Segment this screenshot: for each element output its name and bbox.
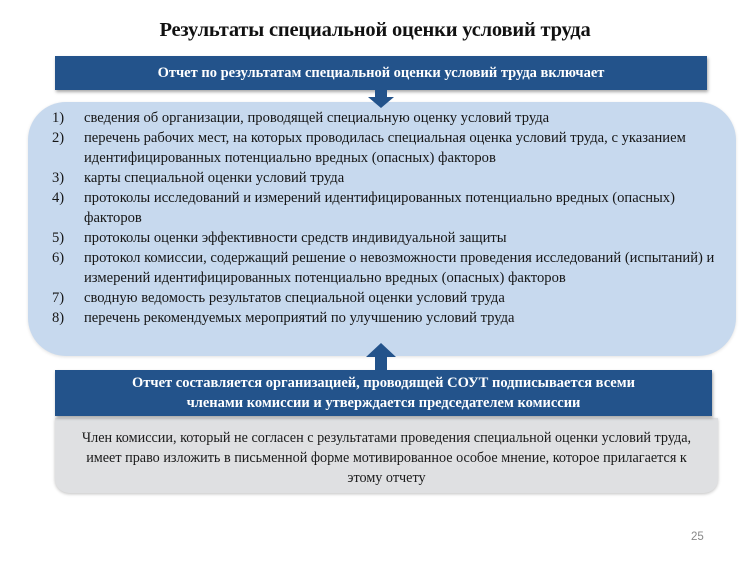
list-item-number: 4) <box>52 190 65 206</box>
signing-line-1: Отчет составляется организацией, проводящей СОУТ подписывается всеми <box>132 375 635 391</box>
slide-title: Результаты специальной оценки условий труда <box>159 19 591 41</box>
list-item-text: сведения об организации, проводящей специальную оценку условий труда <box>84 110 550 126</box>
list-item-text: карты специальной оценки условий труда <box>84 170 345 186</box>
arrow-up-icon <box>365 343 397 371</box>
list-item-number: 6) <box>52 250 65 266</box>
list-item <box>52 128 716 168</box>
list-item-number: 7) <box>52 290 65 306</box>
page-number: 25 <box>691 531 704 543</box>
signing-line-2: членами комиссии и утверждается председателем комиссии <box>186 395 581 411</box>
report-signing-bar <box>55 370 712 416</box>
list-item <box>52 168 716 188</box>
list-item <box>52 188 716 228</box>
list-item-text: перечень рабочих мест, на которых проводилась специальная оценка условий труда, с указанием идентифицированных потенциально вредных (опасных) факторов <box>84 130 686 166</box>
list-item-number: 3) <box>52 170 65 186</box>
dissent-note: Член комиссии, который не согласен с результатами проведения специальной оценки условий труда, имеет право изложить в письменной форме мотивированное особое мнение, которое прилагается к этому отчету <box>55 418 718 493</box>
list-item-text: протоколы исследований и измерений идентифицированных потенциально вредных (опасных) факторов <box>84 190 675 226</box>
list-item-text: сводную ведомость результатов специальной оценки условий труда <box>84 290 505 306</box>
report-includes-header: Отчет по результатам специальной оценки условий труда включает <box>55 56 707 90</box>
list-item-text: протокол комиссии, содержащий решение о невозможности проведения исследований (испытаний) и измерений идентифицированных потенциально вредных (опасных) факторов <box>84 250 715 286</box>
list-item <box>52 228 716 248</box>
list-item <box>52 108 716 128</box>
list-item <box>52 288 716 308</box>
list-item-number: 2) <box>52 130 65 146</box>
list-item-number: 8) <box>52 310 65 326</box>
list-item-text: протоколы оценки эффективности средств индивидуальной защиты <box>84 230 507 246</box>
list-item <box>52 248 716 288</box>
report-contents-list <box>28 102 736 356</box>
list-item-text: перечень рекомендуемых мероприятий по улучшению условий труда <box>84 310 515 326</box>
arrow-down-icon <box>367 89 395 109</box>
list-item-number: 1) <box>52 110 65 126</box>
list-item-number: 5) <box>52 230 65 246</box>
list-item <box>52 308 716 328</box>
